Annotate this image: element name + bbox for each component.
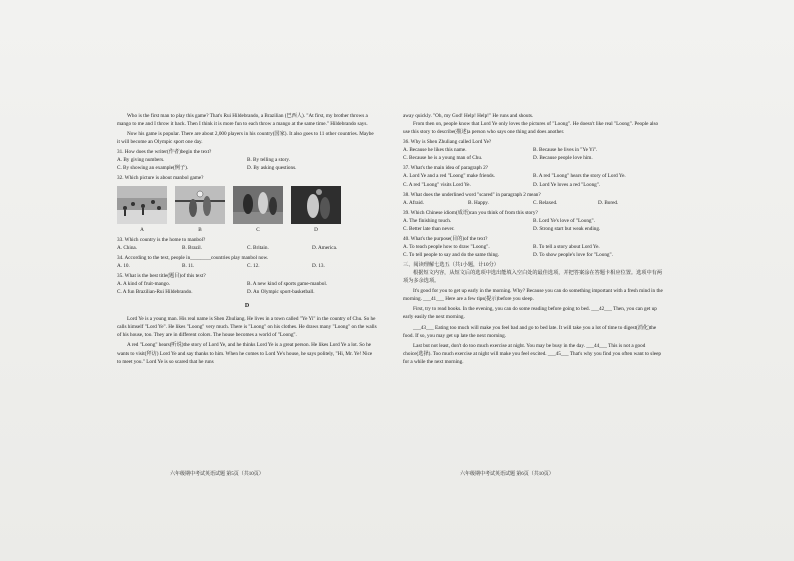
- question-35: [117, 272, 377, 296]
- option-c: C. Better late than never.: [403, 225, 455, 232]
- question-34: [117, 254, 377, 270]
- question-stem: 34. According to the text, people in________countries play manbol now.: [117, 254, 269, 261]
- picture-caption: A: [140, 226, 144, 233]
- option-b: B. By telling a story.: [247, 157, 290, 164]
- option-a: A. The finishing touch.: [403, 217, 452, 224]
- option-a: A. Lord Ye and a red "Loong" make friends.: [403, 173, 495, 180]
- section-heading-d: D: [244, 303, 250, 309]
- option-d: D. To show people's love for "Loong".: [533, 252, 613, 258]
- question-stem: 38. What does the underlined word "scared" in paragraph 2 mean?: [403, 191, 541, 198]
- option-d: D. Bored.: [598, 199, 619, 206]
- passage-d-paragraph-2: A red "Loong" hears(听说)the story of Lord Ye, and he thinks Lord Ye is a great person. He likes Lord Ye a lot. So he wants to visit(拜访) Lord Ye and say thanks to him. When he comes to Lord Ye's house, he says politely, "Hi, Mr. Ye! Nice to meet you." Lord Ye is so scared that he runs: [117, 342, 373, 365]
- picture-caption: B: [198, 226, 202, 233]
- question-stem: 31. How does the writer(作者)begin the text?: [117, 149, 212, 156]
- question-39: [403, 209, 663, 233]
- picture-d-basketball: [291, 186, 341, 224]
- page-5: [117, 112, 377, 366]
- option-a: A. To teach people how to draw "Loong".: [403, 243, 490, 250]
- intro-paragraph: Who is the first man to play this game? That's Rui Hildebrando, a Brazilian (巴西人). "At first, my brother throws a mango to me and I throw it back. Then I think it is more fun to each throw a mango at the same time." Hildebrando says.: [117, 113, 368, 128]
- option-c: C. Because he is a young man of Chu.: [403, 155, 483, 162]
- option-d: D. Strong start but weak ending.: [533, 225, 601, 232]
- question-37: [403, 164, 663, 188]
- picture-caption: D: [314, 226, 318, 233]
- option-c: C. A red "Loong" visits Lord Ye.: [403, 181, 471, 188]
- option-c: C. 12.: [247, 262, 260, 269]
- question-stem: 32. Which picture is about manbol game?: [117, 175, 204, 182]
- option-a: A. China.: [117, 244, 138, 251]
- option-a: A. Afraid.: [403, 199, 424, 206]
- cloze-paragraph-2: First, try to read books. In the evening, you can do some reading before going to bed. ___42___ Then, you can get up early easily the next morning.: [403, 306, 657, 321]
- question-31: [117, 148, 377, 172]
- question-stem: 40. What's the purpose(目的)of the text?: [403, 235, 488, 242]
- passage-d-paragraph-1: Lord Ye is a young man. His real name is Shen Zhuliang. He lives in a town called "Ye Yi" in the country of Chu. So he calls himself "Lord Ye". He likes "Loong" very much. There is "Loong" on his clothes. He draws many "Loong" on the walls of his house, too. They are in different colors. The house becomes a world of "Loong".: [117, 316, 377, 339]
- option-a: A. Because he likes this name.: [403, 147, 467, 154]
- option-b: B. Brazil.: [182, 244, 203, 251]
- question-38: [403, 191, 663, 207]
- cloze-paragraph-4: Last but not least, don't do too much exercise at night. You may be busy in the day. ___44___ This is not a good choice(选择). Too much exercise at night will make you feel excited. ___45___ That's why you find you often want to sleep for a while the next morning.: [403, 342, 661, 365]
- option-a: A. By giving numbers.: [117, 157, 165, 164]
- question-stem: 33. Which country is the home to manbol?: [117, 236, 206, 243]
- option-b: B. Happy.: [468, 199, 489, 206]
- passage-continuation: away quickly. "Oh, my God! Help! Help!" He runs and shouts.: [403, 113, 534, 119]
- picture-b-volleyball: [175, 186, 225, 224]
- option-b: B. Because he lives in "Ye Yi".: [533, 147, 598, 154]
- picture-c-football: [233, 186, 283, 224]
- question-stem: 35. What is the best title(题目)of this text?: [117, 272, 206, 279]
- question-33: [117, 236, 377, 252]
- option-b: B. A red "Loong" hears the story of Lord Ye.: [533, 173, 626, 180]
- question-36: [403, 138, 663, 162]
- option-d: D. Lord Ye loves a red "Loong".: [533, 181, 601, 188]
- option-b: B. Lord Ye's love of "Loong".: [533, 217, 595, 224]
- option-d: D. An Olympic sport-basketball.: [247, 288, 315, 295]
- option-c: C. By showing an example(例子).: [117, 165, 189, 172]
- option-c: C. Britain.: [247, 244, 269, 251]
- question-stem: 37. What's the main idea of paragraph 2?: [403, 165, 488, 172]
- page-5-footer: 六年级期中考试英语试题 第5页（共10页）: [170, 472, 264, 477]
- cloze-paragraph-1: It's good for you to get up early in the morning. Why? Because you can do something important with a fresh mind in the morning. ___41___ Here are a few tips(提示)before you sleep.: [403, 288, 663, 303]
- question-stem: 39. Which Chinese idiom(成语)can you think of from this story?: [403, 209, 538, 216]
- option-c: C. To tell people to say and do the same thing.: [403, 252, 500, 258]
- option-b: B. A new kind of sports game-manbol.: [247, 280, 328, 287]
- option-b: B. 11.: [182, 262, 195, 269]
- question-stem: 36. Why is Shen Zhuliang called Lord Ye?: [403, 139, 492, 146]
- option-a: A. A kind of fruit-mango.: [117, 280, 171, 287]
- picture-a-beach-game: [117, 186, 167, 224]
- option-d: D. By asking questions.: [247, 165, 297, 172]
- question-40: [403, 235, 663, 259]
- page-6-footer: 六年级期中考试英语试题 第6页（共10页）: [460, 472, 554, 477]
- section-three-heading: 三、阅读理解七选五（共1小题，计10分）: [403, 262, 499, 269]
- option-c: C. A fun Brazilian-Rui Hildebrando.: [117, 288, 193, 295]
- passage-d-paragraph-3: From then on, people know that Lord Ye only loves the pictures of "Loong". He doesn't like real "Loong". People also use this story to describe(描述)a person who says one thing and does another.: [403, 121, 659, 136]
- cloze-paragraph-3: ___43___ Eating too much will make you feel bad and go to bed late. It will take you a lot of time to digest(消化)the food. If so, you may get up late the next morning.: [403, 324, 657, 339]
- section-three-instructions: 根据短文内容，从短文后的选项中选出能填入空白处的最佳选项，并把答案涂在答题卡相应位置。选项中有两项为多余选项。: [403, 270, 663, 285]
- option-d: D. America.: [312, 244, 338, 251]
- option-c: C. Relaxed.: [533, 199, 558, 206]
- popular-paragraph: Now his game is popular. There are about 2,000 players in his country(国家). It also goes to 11 other countries. Maybe it will become an Olympic sport one day.: [117, 131, 374, 146]
- question-32: [117, 174, 377, 233]
- option-a: A. 10.: [117, 262, 130, 269]
- picture-caption: C: [256, 226, 260, 233]
- option-d: D. 13.: [312, 262, 325, 269]
- option-d: D. Because people love him.: [533, 155, 593, 162]
- option-b: B. To tell a story about Lord Ye.: [533, 243, 600, 250]
- page-6: [403, 112, 663, 366]
